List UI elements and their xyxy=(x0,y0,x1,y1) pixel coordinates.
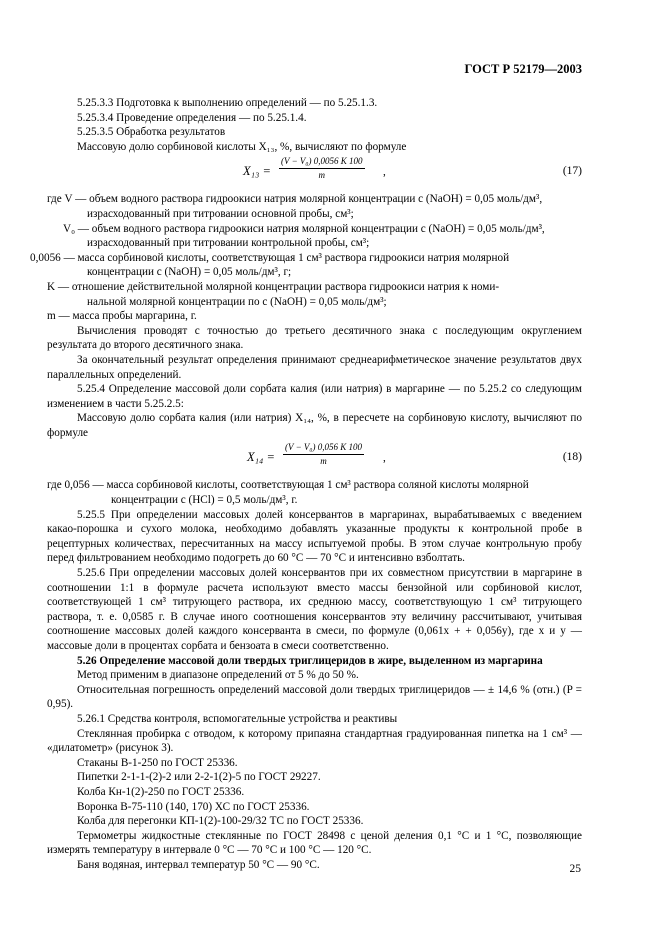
item-dilatometer: Стеклянная пробирка с отводом, к которому припаяна стандартная градуированная пипетка на 1 см³ — «дилатометр» (рисунок 3). xyxy=(47,727,582,755)
formula-17-tail: , xyxy=(383,166,386,179)
formula-17-denominator: m xyxy=(318,170,326,181)
paragraph-error: Относительная погрешность определений массовой доли твердых триглицеридов — ± 14,6 % (отн.) (P = 0,95). xyxy=(47,683,582,711)
formula-17-lhs: X₁₃ = xyxy=(243,164,271,179)
definition-m: m — масса пробы маргарина, г. xyxy=(47,310,197,323)
definition-0-0056: 0,0056 — масса сорбиновой кислоты, соответствующая 1 см³ раствора гидроокиси натрия молярной xyxy=(30,251,510,264)
formula-intro-17: Массовую долю сорбиновой кислоты X₁₃, %, вычисляют по формуле xyxy=(77,140,407,153)
definition-0-0056-cont: концентрации c (NaOH) = 0,05 моль/дм³, г; xyxy=(87,266,292,279)
formula-18 xyxy=(47,442,582,476)
clause-5-25-3-3: 5.25.3.3 Подготовка к выполнению определений — по 5.25.1.3. xyxy=(77,97,378,109)
formula-18-numerator: (V − V₀) 0,056 K 100 xyxy=(283,442,364,455)
definition-k-cont: нальной молярной концентрации по c (NaOH) = 0,05 моль/дм³; xyxy=(87,295,387,308)
definition-v-text: где V — объем водного раствора гидроокиси натрия молярной концентрации c (NaOH) = 0,05 моль/дм³, xyxy=(47,193,543,206)
definition-v0-cont: израсходованный при титровании контрольной пробы, см³; xyxy=(87,237,370,250)
item-beakers: Стаканы В-1-250 по ГОСТ 25336. xyxy=(77,756,238,769)
formula-17-number: (17) xyxy=(562,165,582,178)
paragraph-method-range: Метод применим в диапазоне определений от 5 % до 50 %. xyxy=(77,669,359,682)
formula-17-numerator: (V − V₀) 0,0056 K 100 xyxy=(279,156,365,169)
section-heading-5-26: 5.26 Определение массовой доли твердых триглицеридов в жире, выделенном из маргарина xyxy=(77,654,543,667)
definition-0-056: где 0,056 — масса сорбиновой кислоты, соответствующая 1 см³ раствора соляной кислоты молярной xyxy=(47,479,529,492)
page-number: 25 xyxy=(569,863,581,875)
definition-v-cont: израсходованный при титровании основной пробы, см³; xyxy=(87,207,354,220)
item-flask: Колба Кн-1(2)-250 по ГОСТ 25336. xyxy=(77,785,245,798)
definition-v xyxy=(47,192,582,207)
definition-k: K — отношение действительной молярной концентрации раствора гидроокиси натрия к номи- xyxy=(47,280,500,293)
clause-5-25-3-5: 5.25.3.5 Обработка результатов xyxy=(77,126,226,139)
formula-17-fraction xyxy=(279,156,365,181)
item-water-bath: Баня водяная, интервал температур 50 °С — 90 °С. xyxy=(77,858,320,871)
clause-5-25-6: 5.25.6 При определении массовых долей консервантов при их совместном присутствии в маргарине в соотношении 1:1 в формуле расчета используют вместо массы бензойной или сорбиновой кислот, соответствующей 1 см³ титрующего раствора, их среднюю массу, соответствующую 1 см³ титрующего раствора, т. е. 0,0585 г. В случае иного соотношения консервантов эту величину рассчитывают, учитывая соотношение массовых долей каждого консерванта в смеси, по формуле (0,061x + + 0,056y), где x и y — массовые доли в процентах сорбата и бензоата в смеси соответственно. xyxy=(47,567,582,652)
item-funnel: Воронка В-75-110 (140, 170) ХС по ГОСТ 25336. xyxy=(77,800,310,813)
paragraph-final-result: За окончательный результат определения принимают среднеарифметическое значение результатов двух параллельных определений. xyxy=(47,353,582,381)
clause-5-25-3-4: 5.25.3.4 Проведение определения — по 5.25.1.4. xyxy=(77,111,307,124)
formula-18-tail: , xyxy=(383,452,386,465)
paragraph-rounding: Вычисления проводят с точностью до третьего десятичного знака с последующим округлением результата до второго десятичного знака. xyxy=(47,324,582,352)
formula-18-lhs: X₁₄ = xyxy=(247,450,275,465)
formula-18-number: (18) xyxy=(562,451,582,464)
item-distillation-flask: Колба для перегонки КП-1(2)-100-29/32 ТС по ГОСТ 25336. xyxy=(77,815,364,828)
item-pipettes: Пипетки 2-1-1-(2)-2 или 2-2-1(2)-5 по ГОСТ 29227. xyxy=(77,771,321,784)
definition-v0: V₀ — объем водного раствора гидроокиси натрия молярной концентрации c (NaOH) = 0,05 моль/дм³, xyxy=(63,222,545,235)
item-thermometers: Термометры жидкостные стеклянные по ГОСТ 28498 с ценой деления 0,1 °С и 1 °С, позволяющие измерять температуру в интервале 0 °С — 70 °С и 100 °С — 120 °С. xyxy=(47,829,582,857)
formula-18-fraction xyxy=(283,442,364,467)
formula-17 xyxy=(47,156,582,190)
clause-5-26-1: 5.26.1 Средства контроля, вспомогательные устройства и реактивы xyxy=(77,712,398,725)
definition-0-056-cont: концентрации c (HCl) = 0,5 моль/дм³, г. xyxy=(111,494,298,507)
standard-header: ГОСТ Р 52179—2003 xyxy=(464,62,582,76)
formula-18-denominator: m xyxy=(320,456,327,467)
formula-intro-18: Массовую долю сорбата калия (или натрия) X₁₄, %, в пересчете на сорбиновую кислоту, вычисляют по формуле xyxy=(47,412,582,439)
clause-5-25-4: 5.25.4 Определение массовой доли сорбата калия (или натрия) в маргарине — по 5.25.2 со следующим изменением в части 5.25.2.5: xyxy=(47,383,582,410)
clause-5-25-5: 5.25.5 При определении массовых долей консервантов в маргаринах, вырабатываемых с введением какао-порошка и сухого молока, необходимо добавлять указанные продукты к контрольной пробе в рецептурных количествах, пересчитанных на массу испытуемой пробы. В этом случае контрольную пробу перед фильтрованием необходимо подогреть до 60 °С — 70 °С и интенсивно взболтать. xyxy=(47,508,582,565)
document-body xyxy=(30,96,582,873)
